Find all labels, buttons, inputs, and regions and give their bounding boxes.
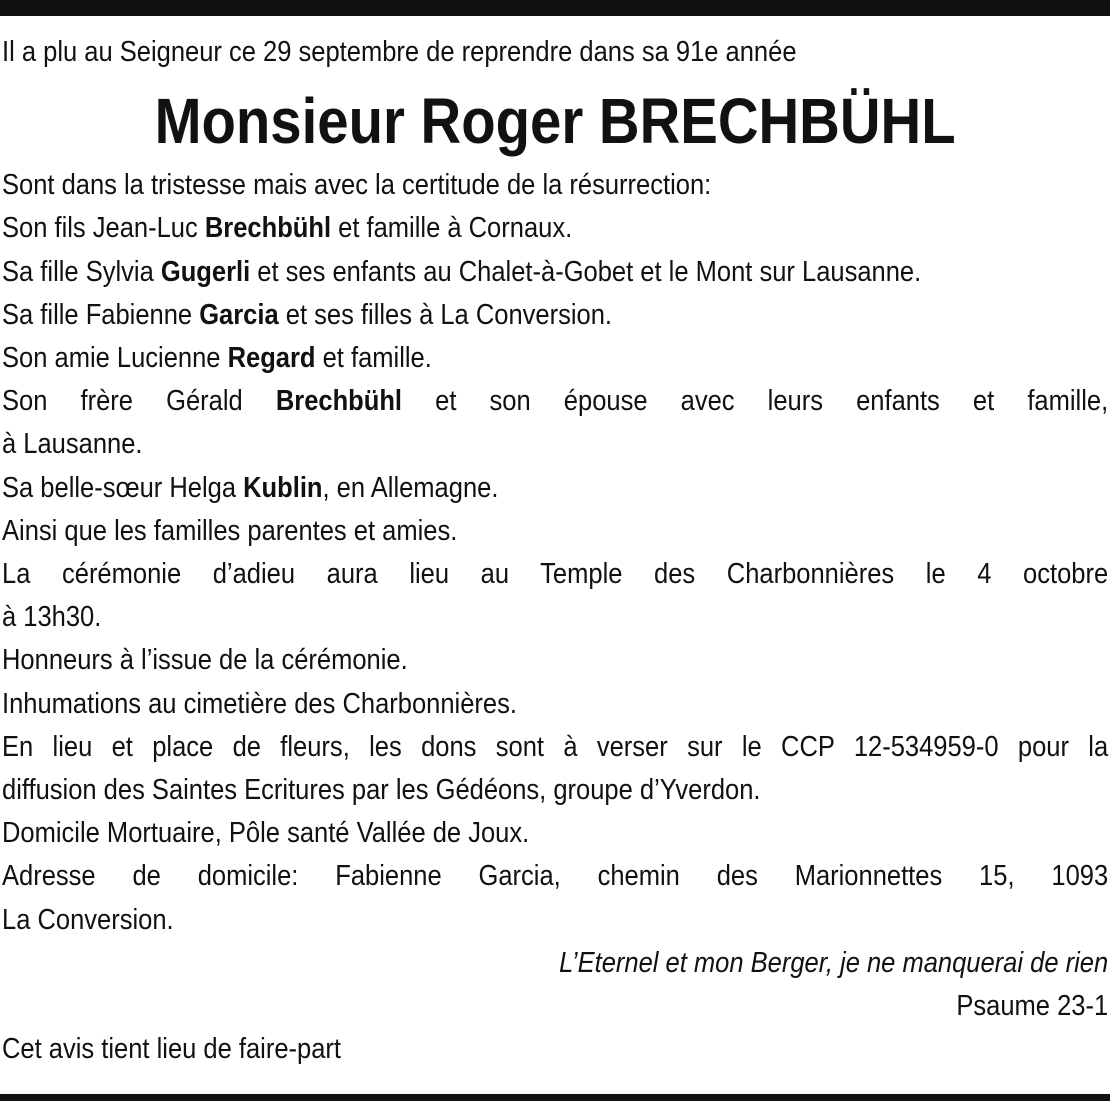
- deceased-name: Monsieur Roger BRECHBÜHL: [154, 85, 956, 158]
- notice-line-son: Son fils Jean-Luc Brechbühl et famille à Cornaux.: [2, 212, 573, 245]
- notice-line-mortuary: Domicile Mortuaire, Pôle santé Vallée de Joux.: [2, 817, 530, 850]
- footer-note: Cet avis tient lieu de faire-part: [2, 1033, 342, 1066]
- notice-line-daughter-fabienne: Sa fille Fabienne Garcia et ses filles à La Conversion.: [2, 298, 613, 331]
- notice-line-daughter-sylvia: Sa fille Sylvia Gugerli et ses enfants au Chalet-à-Gobet et le Mont sur Lausanne.: [2, 255, 922, 288]
- family-name: Kublin: [243, 471, 323, 504]
- notice-line-sister-in-law: Sa belle-sœur Helga Kublin, en Allemagne.: [2, 471, 499, 504]
- intro-line: Il a plu au Seigneur ce 29 septembre de reprendre dans sa 91e année: [2, 36, 797, 68]
- family-name: Gugerli: [160, 255, 251, 288]
- family-name: Garcia: [199, 298, 279, 331]
- bottom-rule: [0, 1094, 1110, 1101]
- notice-line-brother-cont: à Lausanne.: [2, 428, 143, 461]
- notice-line-honours: Honneurs à l’issue de la cérémonie.: [2, 644, 408, 677]
- death-notice: [2, 31, 1108, 1071]
- notice-line-address-cont: La Conversion.: [2, 903, 174, 936]
- notice-line-sadness: Sont dans la tristesse mais avec la certitude de la résurrection:: [2, 169, 712, 202]
- psalm-quote: L’Eternel et mon Berger, je ne manquerai de rien: [559, 946, 1109, 979]
- notice-line-ceremony: La cérémonie d’adieu aura lieu au Temple des Charbonnières le 4 octobre: [2, 558, 1109, 591]
- family-name: Brechbühl: [275, 385, 403, 418]
- notice-line-friend: Son amie Lucienne Regard et famille.: [2, 342, 432, 375]
- notice-line-ceremony-cont: à 13h30.: [2, 601, 102, 634]
- family-name: Brechbühl: [204, 212, 332, 245]
- notice-line-families: Ainsi que les familles parentes et amies.: [2, 514, 458, 547]
- notice-line-brother: Son frère Gérald Brechbühl et son épouse avec leurs enfants et famille,: [2, 385, 1109, 418]
- psalm-reference: Psaume 23-1: [956, 990, 1109, 1023]
- top-rule: [0, 0, 1110, 16]
- notice-line-address: Adresse de domicile: Fabienne Garcia, chemin des Marionnettes 15, 1093: [2, 860, 1109, 893]
- notice-line-donations: En lieu et place de fleurs, les dons sont à verser sur le CCP 12-534959-0 pour la: [2, 730, 1109, 763]
- notice-line-donations-cont: diffusion des Saintes Ecritures par les Gédéons, groupe d’Yverdon.: [2, 774, 761, 807]
- notice-line-burial: Inhumations au cimetière des Charbonnières.: [2, 687, 517, 720]
- family-name: Regard: [227, 342, 316, 375]
